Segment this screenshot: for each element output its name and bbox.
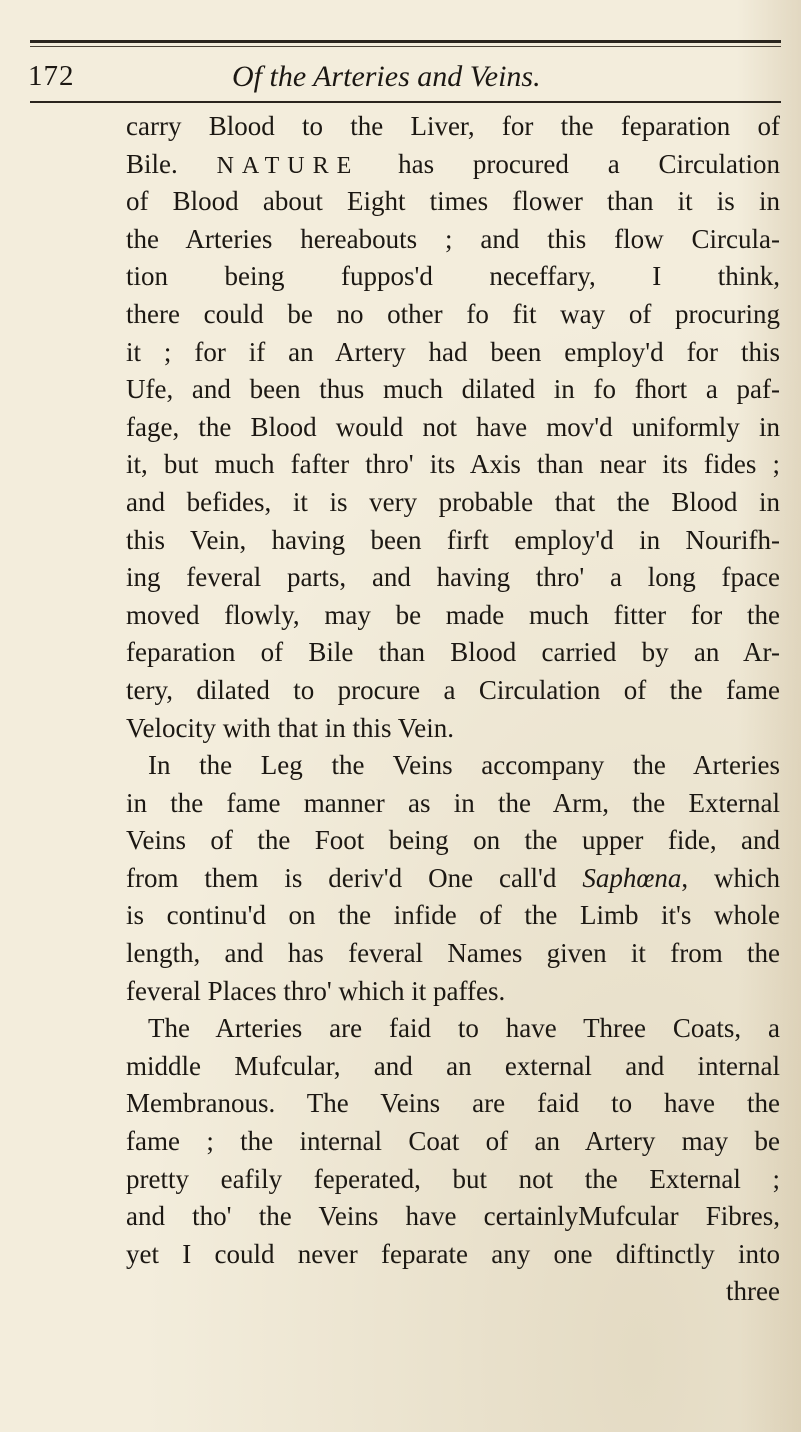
- text-line: is continu'd on the infide of the Limb it's whole: [126, 900, 780, 931]
- text-line: fame ; the internal Coat of an Artery may be: [126, 1126, 780, 1157]
- text-line: Membranous. The Veins are faid to have the: [126, 1088, 780, 1119]
- text-line: tery, dilated to procure a Circulation of the fame: [126, 674, 780, 705]
- text-line: there could be no other fo fit way of procuring: [126, 298, 780, 329]
- text-span: Bile.: [126, 148, 178, 179]
- text-line: Veins of the Foot being on the upper fide, and: [126, 825, 780, 856]
- text-line: feparation of Bile than Blood carried by an Ar-: [126, 637, 780, 668]
- header-rule: [30, 101, 781, 103]
- text-line: and tho' the Veins have certainlyMufcular Fibres,: [126, 1201, 780, 1232]
- text-line: pretty eafily feperated, but not the External ;: [126, 1163, 780, 1194]
- text-line: ing feveral parts, and having thro' a long fpace: [126, 562, 780, 593]
- running-title: Of the Arteries and Veins.: [232, 60, 541, 93]
- top-border-rule-thin: [30, 46, 781, 47]
- text-line: carry Blood to the Liver, for the feparation of: [126, 111, 780, 141]
- running-head: [0, 60, 801, 100]
- text-line: it ; for if an Artery had been employ'd for this: [126, 336, 780, 367]
- body-text: [126, 108, 780, 1311]
- text-line: the Arteries hereabouts ; and this flow Circula-: [126, 223, 780, 254]
- text-line: length, and has feveral Names given it from the: [126, 938, 780, 969]
- text-span: from them is deriv'd One call'd: [126, 862, 557, 893]
- text-line: moved flowly, may be made much fitter for the: [126, 599, 780, 630]
- text-line: feveral Places thro' which it paffes.: [126, 975, 506, 1006]
- catchword: three: [726, 1276, 780, 1307]
- text-span: , which: [681, 862, 781, 893]
- text-line: In the Leg the Veins accompany the Arteries: [148, 750, 780, 781]
- text-line: this Vein, having been firft employ'd in Nourifh-: [126, 524, 780, 555]
- text-line: middle Mufcular, and an external and internal: [126, 1050, 780, 1081]
- text-line: it, but much fafter thro' its Axis than near its fides ;: [126, 449, 780, 480]
- text-line: The Arteries are faid to have Three Coats, a: [148, 1013, 780, 1044]
- text-line: in the fame manner as in the Arm, the External: [126, 787, 780, 818]
- text-line: and befides, it is very probable that the Blood in: [126, 486, 780, 517]
- text-line: fage, the Blood would not have mov'd uniformly in: [126, 411, 780, 442]
- text-line: tion being fuppos'd neceffary, I think,: [126, 261, 780, 292]
- top-border-rule: [30, 40, 781, 43]
- text-line: [126, 860, 780, 898]
- text-line: yet I could never feparate any one diftinctly into: [126, 1238, 780, 1269]
- text-line: of Blood about Eight times flower than it is in: [126, 186, 780, 217]
- text-line: Ufe, and been thus much dilated in fo fhort a paf-: [126, 374, 780, 405]
- page-number: 172: [28, 60, 75, 92]
- smallcaps-word: NATURE: [216, 152, 360, 179]
- text-line: Velocity with that in this Vein.: [126, 712, 454, 743]
- text-span: has procured a Circulation: [398, 148, 781, 179]
- text-line: [126, 146, 780, 184]
- latin-term: Saphœna: [582, 862, 682, 893]
